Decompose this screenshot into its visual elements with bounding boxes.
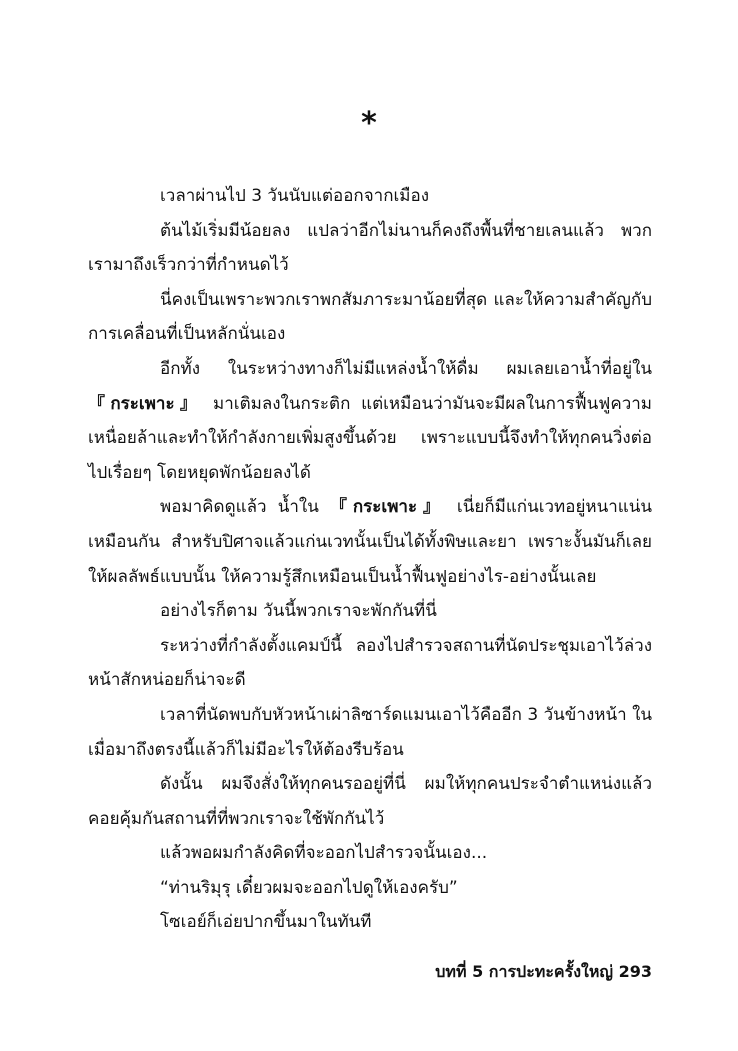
text-run: อีกทั้ง ในระหว่างทางก็ไม่มีแหล่งน้ำให้ดื่ม ผมเลยเอาน้ำที่อยู่ใน xyxy=(160,358,652,379)
text-run: เนี่ยก็มีแก่นเวทอยู่หนาแน่นเหมือนกัน สำหรับปิศาจแล้วแก่นเวทนั้นเป็นได้ทั้งพิษและยา เพราะงั้นมันก็เลยให้ผลลัพธ์แบบนั้น ให้ความรู้สึกเหมือนเป็นน้ำฟื้นฟูอย่างไร-อย่างนั้นเลย xyxy=(88,497,652,587)
page-footer: บทที่ 5 การปะทะครั้งใหญ่ 293 xyxy=(435,962,652,981)
bold-term: 『กระเพาะ』 xyxy=(88,393,203,414)
paragraph: นี่คงเป็นเพราะพวกเราพกสัมภาระมาน้อยที่สุด และให้ความสำคัญกับการเคลื่อนที่เป็นหลักนั่นเอง xyxy=(88,289,652,345)
text-run: มาเติมลงในกระติก แต่เหมือนว่ามันจะมีผลในการฟื้นฟูความเหนื่อยล้าและทำให้กำลังกายเพิ่มสูงขึ้นด้วย เพราะแบบนี้จึงทำให้ทุกคนวิ่งต่อไปเรื่อยๆ โดยหยุดพักน้อยลงได้ xyxy=(88,393,653,483)
paragraph: ดังนั้น ผมจึงสั่งให้ทุกคนรออยู่ที่นี่ ผมให้ทุกคนประจำตำแหน่งแล้วคอยคุ้มกันสถานที่ที่พวกเราจะใช้พักกันไว้ xyxy=(88,774,652,829)
paragraph: อย่างไรก็ตาม วันนี้พวกเราจะพักกันที่นี่ xyxy=(160,601,437,622)
paragraph: เวลาผ่านไป 3 วันนับแต่ออกจากเมือง xyxy=(160,186,430,206)
paragraph: ต้นไม้เริ่มมีน้อยลง แปลว่าอีกไม่นานก็คงถึงพื้นที่ชายเลนแล้ว พวกเรามาถึงเร็วกว่าที่กำหนดไว้ xyxy=(88,220,652,276)
paragraph xyxy=(88,490,652,594)
section-separator: * xyxy=(361,106,377,141)
paragraph xyxy=(88,352,652,490)
paragraph: เวลาที่นัดพบกับหัวหน้าเผ่าลิซาร์ดแมนเอาไว้คืออีก 3 วันข้างหน้า ในเมื่อมาถึงตรงนี้แล้วก็ไม่มีอะไรให้ต้องรีบร้อน xyxy=(88,704,652,760)
body-text xyxy=(88,179,652,940)
text-run: พอมาคิดดูแล้ว น้ำใน xyxy=(160,497,331,518)
paragraph: ระหว่างที่กำลังตั้งแคมป์นี้ ลองไปสำรวจสถานที่นัดประชุมเอาไว้ล่วงหน้าสักหน่อยก็น่าจะดี xyxy=(88,635,652,691)
paragraph: แล้วพอผมกำลังคิดที่จะออกไปสำรวจนั้นเอง... xyxy=(160,843,488,864)
dialogue-line: “ท่านริมุรุ เดี๋ยวผมจะออกไปดูให้เองครับ” xyxy=(160,877,458,898)
bold-term: 『กระเพาะ』 xyxy=(330,497,446,518)
paragraph: โซเอย์ก็เอ่ยปากขึ้นมาในทันที xyxy=(160,912,372,933)
